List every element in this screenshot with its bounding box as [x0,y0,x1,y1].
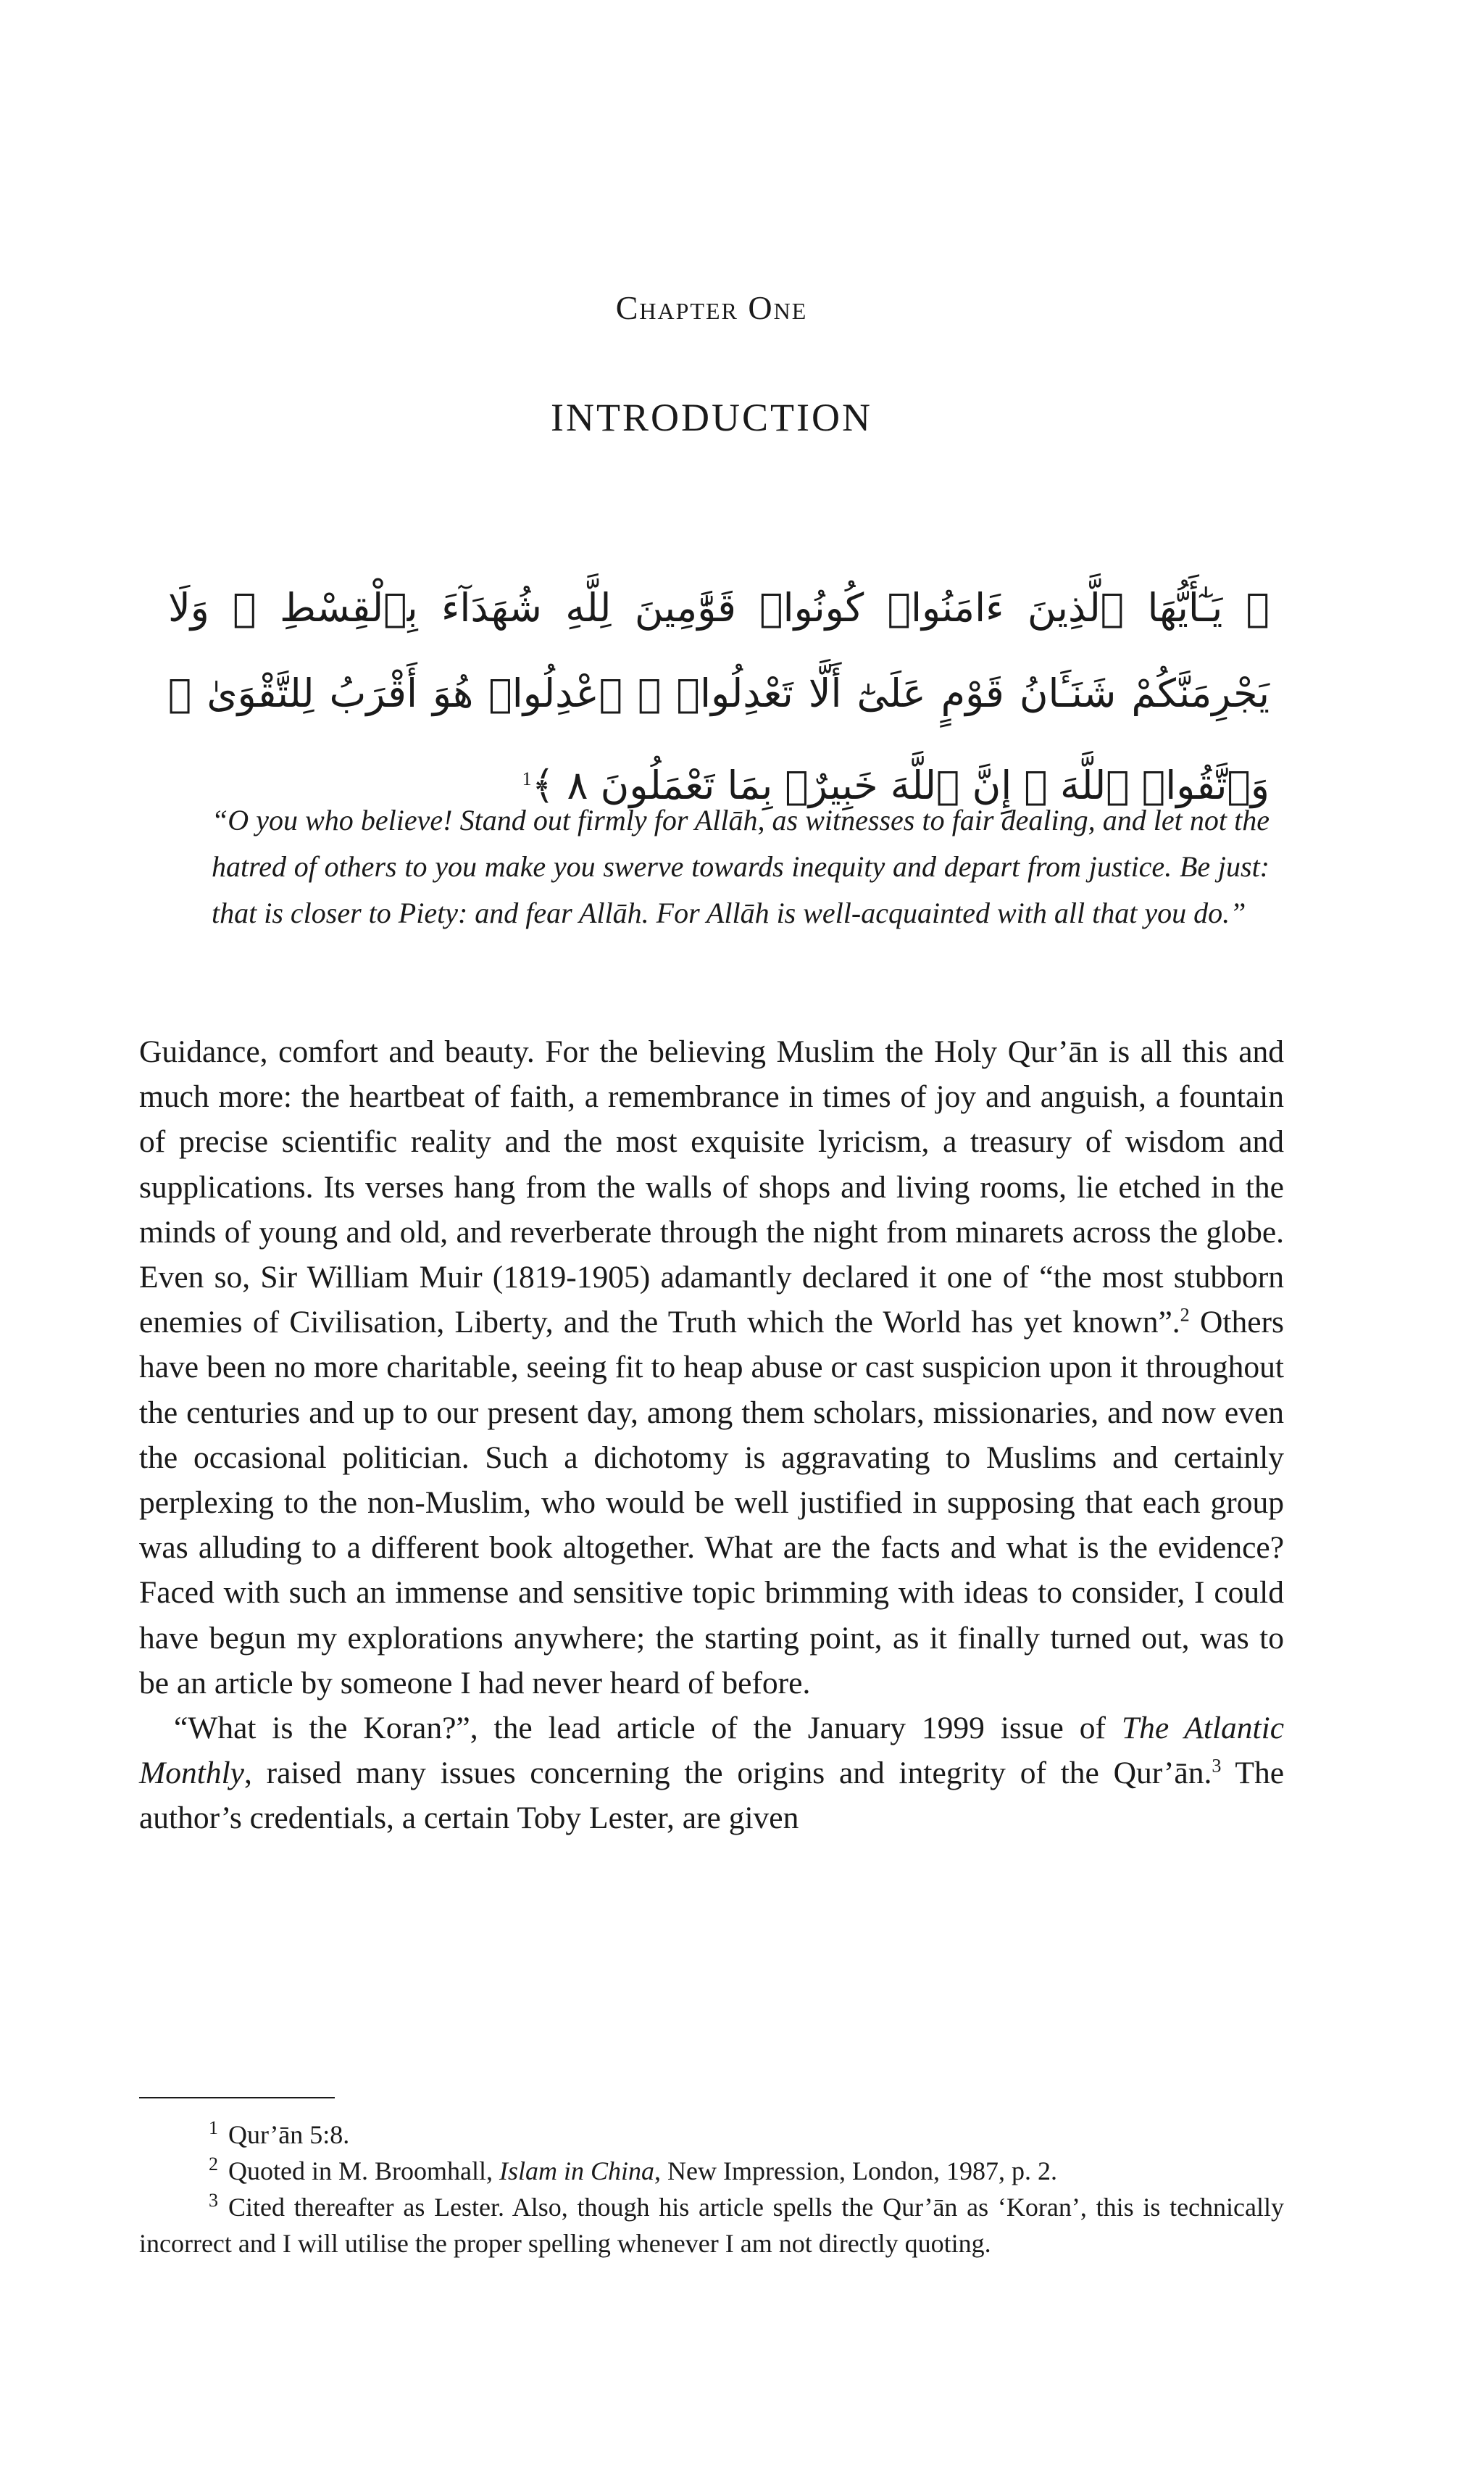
chapter-label: Chapter One [615,289,808,326]
arabic-verse-text: ﴿ يَـٰٓأَيُّهَا ٱلَّذِينَ ءَامَنُوا۟ كُونُوا۟ قَوَّٰمِينَ لِلَّهِ شُهَدَآءَ بِٱلْقِسْطِ ۖ وَلَا يَجْرِمَنَّكُمْ شَنَـَٔانُ قَوْمٍ عَلَىٰٓ أَلَّا تَعْدِلُوا۟ ۚ ٱعْدِلُوا۟ هُوَ أَقْرَبُ لِلتَّقْوَىٰ ۖ وَٱتَّقُوا۟ ٱللَّهَ ۚ إِنَّ ٱللَّهَ خَبِيرٌۢ بِمَا تَعْمَلُونَ ٨ ﴾ [168,585,1270,808]
footnote-ref-3[interactable]: 3 [1212,1755,1222,1777]
footnote-text: Cited thereafter as Lester. Also, though his article spells the Qur’ān as ‘Koran’, this is technically incorrect and I will utilise the proper spelling whenever I am not directly quoting. [139,2193,1284,2258]
footnote-3: 3 Cited thereafter as Lester. Also, though his article spells the Qur’ān as ‘Koran’, this is technically incorrect and I will utilise the proper spelling whenever I am not directly quoting. [139,2190,1284,2258]
footnote-ref-2[interactable]: 2 [1180,1304,1190,1326]
paragraph-2-text-c: The author’s credentials, a certain Toby Lester, are given [139,1756,1284,1836]
paragraph-2-text-b: , raised many issues concerning the origins and integrity of the Qur’ān. [243,1756,1212,1791]
journal-title: The Atlantic Monthly [139,1711,1285,1791]
quran-verse-arabic [168,565,1270,828]
paragraph-2-text-a: “What is the Koran?”, the lead article of the January 1999 issue of [174,1711,1122,1746]
footnote-text-b: , New Impression, London, 1987, p. 2. [654,2156,1057,2185]
book-title: Islam in China [499,2156,654,2185]
footnote-divider [139,2097,335,2098]
footnotes [139,2117,1284,2262]
paragraph-1-text-b: Others have been no more charitable, seeing fit to heap abuse or cast suspicion upon it throughout the centuries and up to our present day, among them scholars, missionaries, and now even the occasional politician. Such a dichotomy is aggravating to Muslims and certainly perplexing to the non-Muslim, who would be well justified in supposing that each group was alluding to a different book altogether. What are the facts and what is the evidence? Faced with such an immense and sensitive topic brimming with ideas to consider, I could have begun my explorations anywhere; the starting point, as it finally turned out, was to be an article by someone I had never heard of before. [139,1305,1284,1700]
footnote-2: 2 Quoted in M. Broomhall, Islam in China, New Impression, London, 1987, p. 2. [209,2154,1057,2185]
paragraph-1-text-a: Guidance, comfort and beauty. For the believing Muslim the Holy Qur’ān is all this and much more: the heartbeat of faith, a remembrance in times of joy and anguish, a fountain of precise scientific reality and the most exquisite lyricism, a treasury of wisdom and supplications. Its verses hang from the walls of shops and living rooms, lie etched in the minds of young and old, and reverberate through the night from minarets across the globe. Even so, Sir William Muir (1819-1905) adamantly declared it one of “the most stubborn enemies of Civilisation, Liberty, and the Truth which the World has yet known”. [139,1034,1284,1340]
footnote-1: 1 Qur’ān 5:8. [209,2117,350,2149]
epigraph-footnote-ref[interactable]: 1 [522,768,532,789]
footnote-text-a: Quoted in M. Broomhall, [228,2156,499,2185]
chapter-title: INTRODUCTION [551,396,872,439]
paragraph-2 [139,1706,1284,1841]
verse-translation: “O you who believe! Stand out firmly for Allāh, as witnesses to fair dealing, and let not the hatred of others to you make you swerve towards inequity and depart from justice. Be just: that is closer to Piety: and fear Allāh. For Allāh is well-acquainted with all that you do.” [212,804,1270,929]
footnote-text: Qur’ān 5:8. [228,2120,350,2149]
body-text [139,1029,1284,1841]
paragraph-1 [139,1029,1284,1706]
